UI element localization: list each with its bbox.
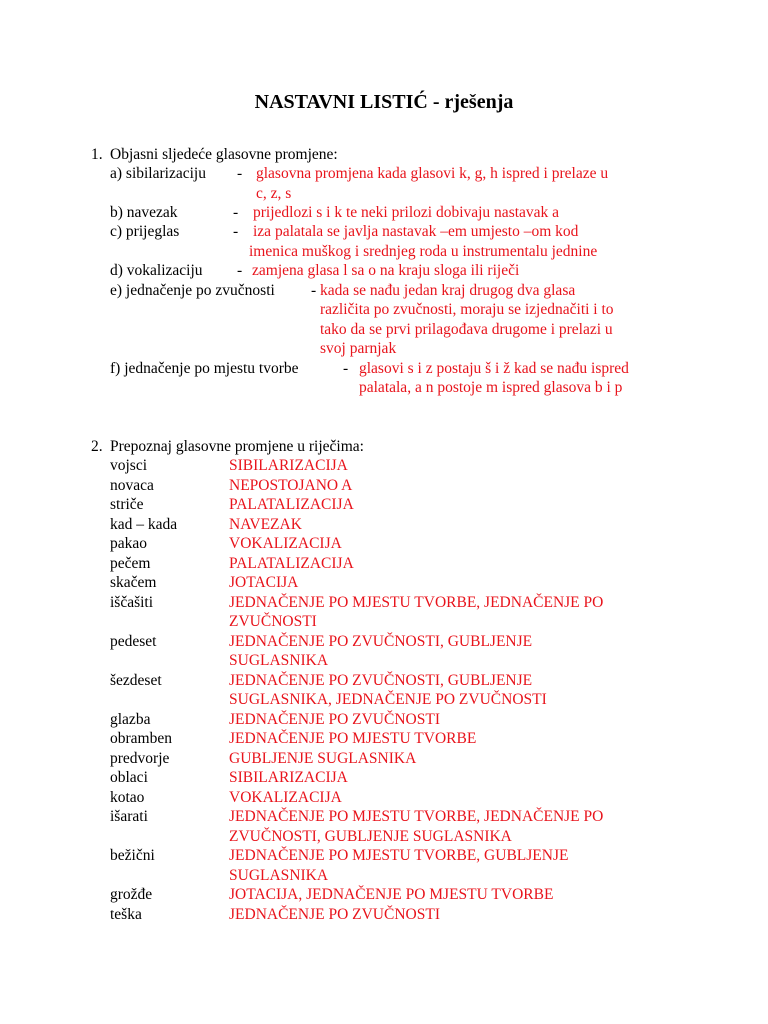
answer-line: različita po zvučnosti, moraju se izjednačiti i to	[320, 301, 614, 318]
term-sibilarizacija: a) sibilarizaciju	[110, 165, 206, 182]
answer-cell: GUBLJENJE SUGLASNIKA	[229, 750, 417, 767]
answer-cell: PALATALIZACIJA	[229, 555, 354, 572]
answer-cell: SUGLASNIKA, JEDNAČENJE PO ZVUČNOSTI	[229, 691, 547, 708]
answer-line: prijedlozi s i k te neki prilozi dobivaju nastavak a	[253, 204, 560, 221]
question-2-number: 2.	[91, 438, 103, 455]
answer-cell: ZVUČNOSTI	[229, 613, 317, 630]
term-separator: -	[311, 282, 317, 299]
word-cell: bežični	[110, 847, 155, 864]
word-cell: kotao	[110, 789, 145, 806]
answer-cell: VOKALIZACIJA	[229, 789, 342, 806]
answer-cell: VOKALIZACIJA	[229, 535, 342, 552]
answer-cell: JEDNAČENJE PO MJESTU TVORBE	[229, 730, 477, 747]
answer-line: c, z, s	[256, 185, 292, 202]
answer-cell: JEDNAČENJE PO MJESTU TVORBE, JEDNAČENJE PO	[229, 594, 604, 611]
question-2-prompt: Prepoznaj glasovne promjene u riječima:	[110, 438, 364, 455]
term-jednacenje-po-mjestu-tvorbe: f) jednačenje po mjestu tvorbe	[110, 360, 299, 377]
term-separator: -	[233, 223, 239, 240]
answer-cell: ZVUČNOSTI, GUBLJENJE SUGLASNIKA	[229, 828, 512, 845]
answer-cell: JEDNAČENJE PO MJESTU TVORBE, GUBLJENJE	[229, 847, 569, 864]
question-1-number: 1.	[91, 146, 103, 163]
word-cell: skačem	[110, 574, 157, 591]
answer-cell: NEPOSTOJANO A	[229, 477, 353, 494]
answer-cell: SUGLASNIKA	[229, 652, 329, 669]
answer-cell: JEDNAČENJE PO ZVUČNOSTI	[229, 906, 440, 923]
answer-cell: SIBILARIZACIJA	[229, 769, 348, 786]
word-cell: kad – kada	[110, 516, 178, 533]
term-separator: -	[233, 204, 239, 221]
term-vokalizacija: d) vokalizaciju	[110, 262, 203, 279]
question-1-prompt: Objasni sljedeće glasovne promjene:	[110, 146, 338, 163]
answer-cell: JEDNAČENJE PO MJESTU TVORBE, JEDNAČENJE PO	[229, 808, 604, 825]
term-navezak: b) navezak	[110, 204, 178, 221]
word-cell: vojsci	[110, 457, 148, 474]
word-cell: glazba	[110, 711, 151, 728]
answer-line: svoj parnjak	[320, 340, 397, 357]
answer-cell: JEDNAČENJE PO ZVUČNOSTI, GUBLJENJE	[229, 672, 533, 689]
word-cell: teška	[110, 906, 142, 923]
answer-cell: JOTACIJA	[229, 574, 299, 591]
word-cell: pečem	[110, 555, 151, 572]
term-prijeglas: c) prijeglas	[110, 223, 180, 240]
answer-line: tako da se prvi prilagođava drugome i prelazi u	[320, 321, 613, 338]
answer-cell: JOTACIJA, JEDNAČENJE PO MJESTU TVORBE	[229, 886, 554, 903]
word-cell: išarati	[110, 808, 148, 825]
answer-line: imenica muškog i srednjeg roda u instrumentalu jednine	[249, 243, 598, 260]
answer-line: kada se nađu jedan kraj drugog dva glasa	[320, 282, 576, 299]
answer-cell: SIBILARIZACIJA	[229, 457, 348, 474]
answer-cell: NAVEZAK	[229, 516, 302, 533]
word-cell: grožđe	[110, 886, 153, 903]
page-title: NASTAVNI LISTIĆ - rješenja	[254, 91, 514, 113]
answer-line: iza palatala se javlja nastavak –em umjesto –om kod	[253, 223, 579, 240]
answer-line: zamjena glasa l sa o na kraju sloga ili riječi	[252, 262, 520, 279]
answer-line: glasovna promjena kada glasovi k, g, h ispred i prelaze u	[256, 165, 609, 182]
word-cell: predvorje	[110, 750, 170, 767]
answer-cell: JEDNAČENJE PO ZVUČNOSTI	[229, 711, 440, 728]
term-separator: -	[237, 165, 243, 182]
term-separator: -	[343, 360, 349, 377]
answer-line: palatala, a n postoje m ispred glasova b i p	[359, 379, 623, 396]
word-cell: pedeset	[110, 633, 157, 650]
word-cell: oblaci	[110, 769, 148, 786]
word-cell: striče	[110, 496, 144, 513]
answer-cell: SUGLASNIKA	[229, 867, 329, 884]
answer-line: glasovi s i z postaju š i ž kad se nađu ispred	[359, 360, 629, 377]
word-cell: pakao	[110, 535, 148, 552]
word-cell: novaca	[110, 477, 154, 494]
term-jednacenje-po-zvucnosti: e) jednačenje po zvučnosti	[110, 282, 275, 299]
word-cell: iščašiti	[110, 594, 154, 611]
answer-cell: PALATALIZACIJA	[229, 496, 354, 513]
answer-cell: JEDNAČENJE PO ZVUČNOSTI, GUBLJENJE	[229, 633, 533, 650]
word-cell: šezdeset	[110, 672, 162, 689]
term-separator: -	[237, 262, 243, 279]
word-cell: obramben	[110, 730, 172, 747]
